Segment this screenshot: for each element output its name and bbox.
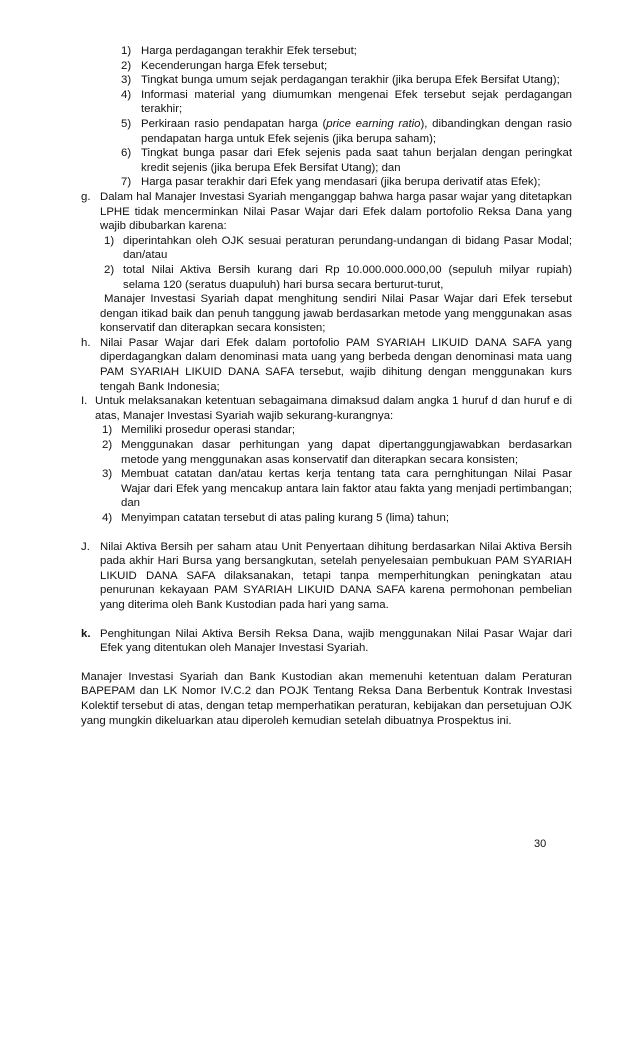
sub-list-item: [102, 438, 572, 467]
item-intro: Untuk melaksanakan ketentuan sebagaimana dimaksud dalam angka 1 huruf d dan huruf e di atas, Manajer Investasi Syariah wajib sekurang-kurangnya:: [95, 395, 572, 422]
sub-list-item: [102, 423, 572, 438]
list-item-number: 7): [121, 176, 132, 189]
spacer: [81, 656, 572, 670]
italic-term: price earning ratio: [326, 117, 421, 130]
item-text: Nilai Pasar Wajar dari Efek dalam portofolio PAM SYARIAH LIKUID DANA SAFA yang diperdagangkan dalam denominasi mata uang yang berbeda dengan denominasi mata uang PAM SYARIAH LIKUID DANA SAFA tersebut, wajib dihitung dengan menggunakan kurs tengah Bank Indonesia;: [100, 336, 572, 393]
sub-list-item-number: 3): [102, 468, 113, 481]
list-item: [121, 117, 572, 146]
item-letter: h.: [81, 336, 91, 349]
sub-list-item-number: 2): [102, 439, 113, 452]
sub-list-item-text: Menyimpan catatan tersebut di atas paling kurang 5 (lima) tahun;: [121, 512, 449, 524]
list-item: [121, 44, 572, 59]
list-item: [121, 59, 572, 74]
sub-list-item-text: Menggunakan dasar perhitungan yang dapat dipertanggungjawabkan berdasarkan metode yang menggunakan asas konservatif dan diterapkan secara konsisten;: [121, 439, 572, 466]
sub-list-item-text: Membuat catatan dan/atau kertas kerja tentang tata cara pernghitungan Nilai Pasar Wajar dari Efek yang mencakup antara lain faktor atau fakta yang menjadi pertimbangan; dan: [121, 468, 572, 510]
sub-list-item: [102, 467, 572, 511]
item-i-sublist: [100, 423, 572, 525]
sub-list-item: [102, 511, 572, 526]
list-item-number: 1): [121, 45, 132, 57]
sub-list-item: [104, 234, 572, 263]
list-item: [121, 175, 572, 190]
item-text: Nilai Aktiva Bersih per saham atau Unit Penyertaan dihitung berdasarkan Nilai Aktiva Bersih pada akhir Hari Bursa yang bersangkutan, setelah penyelesaian pembukuan PAM SYARIAH LIKUID DANA SAFA dilaksanakan, tetapi tanpa memperhitungkan peningkatan atau penurunan kekayaan PAM SYARIAH LIKUID DANA SAFA karena permohonan pembelian yang diterima oleh Bank Kustodian pada hari yang sama.: [100, 540, 572, 611]
item-closing: Manajer Investasi Syariah dapat menghitung sendiri Nilai Pasar Wajar dari Efek tersebut dengan itikad baik dan penuh tanggung jawab berdasarkan metode yang menggunakan asas konservatif dan diterapkan secara konsisten;: [100, 293, 572, 335]
list-item-number: 6): [121, 147, 132, 160]
list-item: [121, 88, 572, 117]
item-h: [81, 336, 572, 394]
item-letter: J.: [81, 540, 90, 553]
sub-list-item-text: total Nilai Aktiva Bersih kurang dari Rp 10.000.000.000,00 (sepuluh milyar rupiah) selama 120 (seratus duapuluh) hari bursa secara berturut-turut,: [123, 263, 572, 291]
sub-list-item: [104, 263, 572, 292]
list-item-number: 2): [121, 59, 132, 72]
list-item-text: [141, 117, 572, 146]
item-k: [81, 627, 572, 656]
list-item-text: Harga pasar terakhir dari Efek yang mendasari (jika berupa derivatif atas Efek);: [141, 176, 541, 189]
closing-paragraph: Manajer Investasi Syariah dan Bank Kustodian akan memenuhi ketentuan dalam Peraturan BAPEPAM dan LK Nomor IV.C.2 dan POJK Tentang Reksa Dana Berbentuk Kontrak Investasi Kolektif tersebut di atas, dengan tetap memperhatikan peraturan, kebijakan dan persetujuan OJK yang mungkin dikeluarkan atau diperoleh kemudian setelah dibuatnya Prospektus ini.: [81, 670, 572, 727]
list-item-text: Tingkat bunga pasar dari Efek sejenis pada saat tahun berjalan dengan peringkat kredit sejenis (jika berupa Efek Bersifat Utang); dan: [141, 147, 572, 174]
item-j: [81, 540, 572, 613]
list-item: [121, 146, 572, 175]
page-content: [81, 44, 572, 728]
list-item-text: Kecenderungan harga Efek tersebut;: [141, 59, 328, 72]
list-item-text: Informasi material yang diumumkan mengenai Efek tersebut sejak perdagangan terakhir;: [141, 88, 572, 116]
page-number: 30: [534, 838, 547, 850]
spacer: [81, 526, 572, 540]
sub-list-item-number: 1): [104, 234, 115, 247]
item-body: [100, 190, 572, 336]
spacer: [81, 613, 572, 627]
list-item-number: 3): [121, 74, 132, 87]
item-body: [95, 394, 572, 525]
item-g: [81, 190, 572, 336]
list-item-text-before: Perkiraan rasio pendapatan harga (: [141, 117, 327, 130]
list-item: [121, 73, 572, 88]
item-letter: k.: [81, 627, 91, 640]
item-g-sublist: [102, 234, 572, 292]
item-i: [81, 394, 572, 525]
list-item-text: Tingkat bunga umum sejak perdagangan terakhir (jika berupa Efek Bersifat Utang);: [141, 74, 560, 87]
item-letter: I.: [81, 395, 88, 408]
list-item-number: 4): [121, 88, 132, 101]
valuation-factors-list: [81, 44, 572, 190]
list-item-number: 5): [121, 117, 132, 130]
item-letter: g.: [81, 190, 91, 203]
sub-list-item-number: 2): [104, 263, 115, 276]
item-intro: Dalam hal Manajer Investasi Syariah menganggap bahwa harga pasar wajar yang ditetapkan LPHE tidak mencerminkan Nilai Pasar Wajar dari Efek dalam portofolio Reksa Dana yang wajib dibubarkan karena:: [100, 190, 572, 233]
sub-list-item-number: 4): [102, 512, 113, 524]
sub-list-item-text: diperintahkan oleh OJK sesuai peraturan perundang-undangan di bidang Pasar Modal; dan/atau: [123, 234, 572, 262]
list-item-text: Harga perdagangan terakhir Efek tersebut;: [141, 45, 357, 57]
item-text: Penghitungan Nilai Aktiva Bersih Reksa Dana, wajib menggunakan Nilai Pasar Wajar dari Efek yang ditentukan oleh Manajer Investasi Syariah.: [100, 627, 572, 655]
sub-list-item-number: 1): [102, 424, 113, 437]
sub-list-item-text: Memiliki prosedur operasi standar;: [121, 424, 296, 437]
list-item-text-after: ), dibandingkan dengan rasio pendapatan harga untuk Efek sejenis (jika berupa saham);: [141, 117, 572, 145]
